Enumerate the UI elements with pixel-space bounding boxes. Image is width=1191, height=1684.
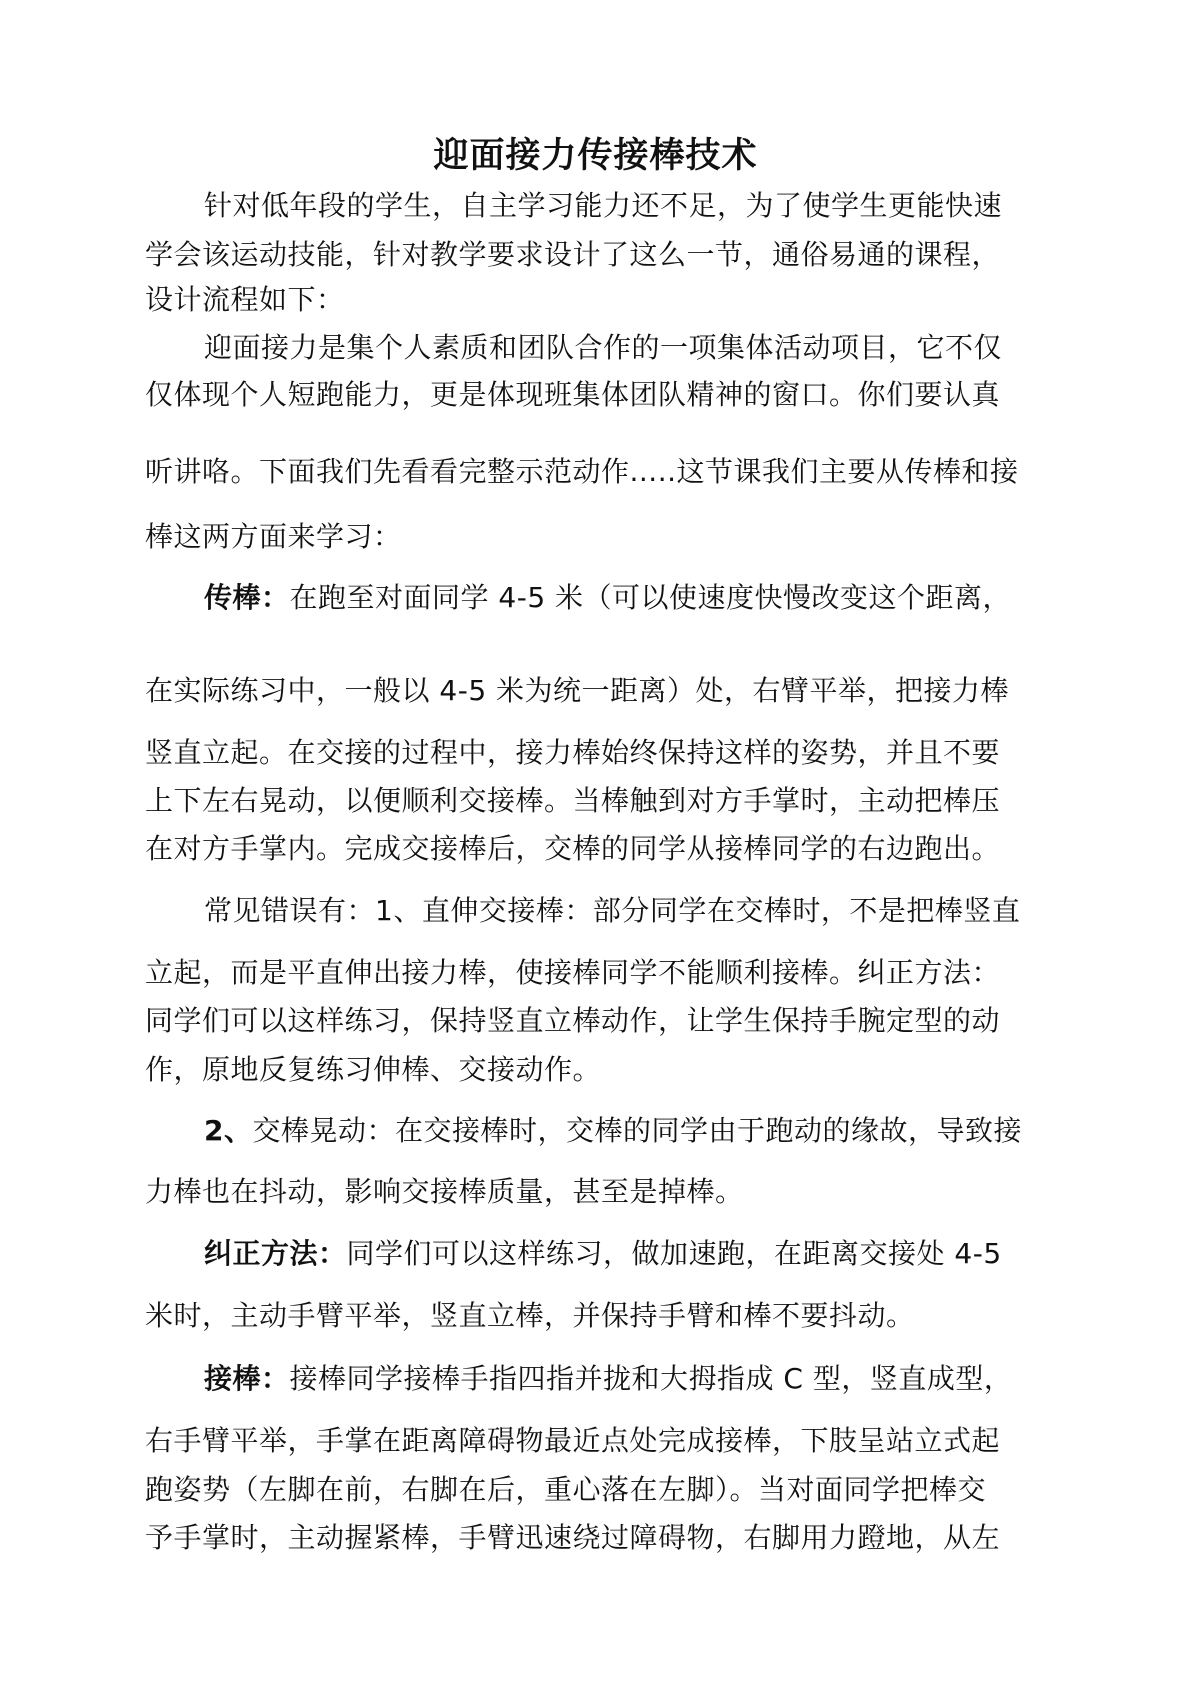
line-text: 力棒也在抖动，影响交接棒质量，甚至是掉棒。 — [145, 1175, 744, 1208]
bold-lead-text: 纠正方法： — [204, 1237, 347, 1270]
line-text: 常见错误有：1、直伸交接棒：部分同学在交棒时，不是把棒竖直 — [204, 894, 1021, 927]
paragraph-line — [145, 1520, 1000, 1556]
line-text: 棒这两方面来学习： — [145, 520, 402, 553]
bold-lead-text: 传棒： — [204, 581, 290, 614]
line-text: 作，原地反复练习伸棒、交接动作。 — [145, 1053, 602, 1086]
line-text: 右手臂平举，手掌在距离障碍物最近点处完成接棒，下肢呈站立式起 — [145, 1424, 1001, 1457]
line-text: 交棒晃动：在交接棒时，交棒的同学由于跑动的缘故，导致接 — [252, 1114, 1022, 1147]
line-text: 同学们可以这样练习，做加速跑，在距离交接处 4-5 — [346, 1237, 1002, 1270]
paragraph-line — [145, 831, 1000, 867]
paragraph-line — [145, 955, 1000, 991]
paragraph-line — [145, 282, 345, 318]
line-text: 予手掌时，主动握紧棒，手臂迅速绕过障碍物，右脚用力蹬地，从左 — [145, 1521, 1001, 1554]
line-text: 上下左右晃动，以便顺利交接棒。当棒触到对方手掌时，主动把棒压 — [145, 784, 1001, 817]
line-text: 同学们可以这样练习，保持竖直立棒动作，让学生保持手腕定型的动 — [145, 1004, 1001, 1037]
paragraph-line — [145, 237, 1000, 273]
line-text: 在实际练习中，一般以 4-5 米为统一距离）处，右臂平举，把接力棒 — [145, 674, 1010, 707]
paragraph-line — [145, 673, 1009, 709]
line-text: 迎面接力是集个人素质和团队合作的一项集体活动项目，它不仅 — [204, 331, 1003, 364]
paragraph-line — [145, 1423, 1000, 1459]
paragraph-line — [204, 1236, 1002, 1272]
paragraph-line — [204, 1113, 1022, 1149]
line-text: 接棒同学接棒手指四指并拢和大拇指成 C 型，竖直成型， — [289, 1362, 1013, 1395]
paragraph-line — [145, 519, 402, 555]
paragraph-line — [145, 1052, 601, 1088]
line-text: 米时，主动手臂平举，竖直立棒，并保持手臂和棒不要抖动。 — [145, 1299, 915, 1332]
line-text: 针对低年段的学生，自主学习能力还不足，为了使学生更能快速 — [204, 189, 1003, 222]
bold-lead-text: 2、 — [204, 1114, 253, 1147]
line-text: 学会该运动技能，针对教学要求设计了这么一节，通俗易通的课程， — [145, 238, 1001, 271]
paragraph-line — [204, 580, 1011, 616]
document-title: 迎面接力传接棒技术 — [433, 136, 758, 176]
paragraph-line — [204, 893, 1020, 929]
paragraph-line — [145, 1298, 915, 1334]
paragraph-line — [204, 1361, 1012, 1397]
paragraph-line — [145, 783, 1000, 819]
line-text: 立起，而是平直伸出接力棒，使接棒同学不能顺利接棒。纠正方法： — [145, 956, 1001, 989]
paragraph-line — [145, 454, 1019, 490]
paragraph-line — [145, 377, 1000, 413]
paragraph-line — [204, 330, 1002, 366]
paragraph-line — [145, 735, 1000, 771]
line-text: 设计流程如下： — [145, 283, 345, 316]
paragraph-line — [204, 188, 1002, 224]
line-text: 仅体现个人短跑能力，更是体现班集体团队精神的窗口。你们要认真 — [145, 378, 1001, 411]
paragraph-line — [145, 1174, 744, 1210]
paragraph-line — [145, 1472, 986, 1508]
line-text: 竖直立起。在交接的过程中，接力棒始终保持这样的姿势，并且不要 — [145, 736, 1001, 769]
line-text: 跑姿势（左脚在前，右脚在后，重心落在左脚）。当对面同学把棒交 — [145, 1473, 987, 1506]
paragraph-line — [145, 1003, 1000, 1039]
line-text: 听讲咯。下面我们先看看完整示范动作.....这节课我们主要从传棒和接 — [145, 455, 1019, 488]
bold-lead-text: 接棒： — [204, 1362, 290, 1395]
line-text: 在跑至对面同学 4-5 米（可以使速度快慢改变这个距离， — [289, 581, 1012, 614]
line-text: 在对方手掌内。完成交接棒后，交棒的同学从接棒同学的右边跑出。 — [145, 832, 1001, 865]
